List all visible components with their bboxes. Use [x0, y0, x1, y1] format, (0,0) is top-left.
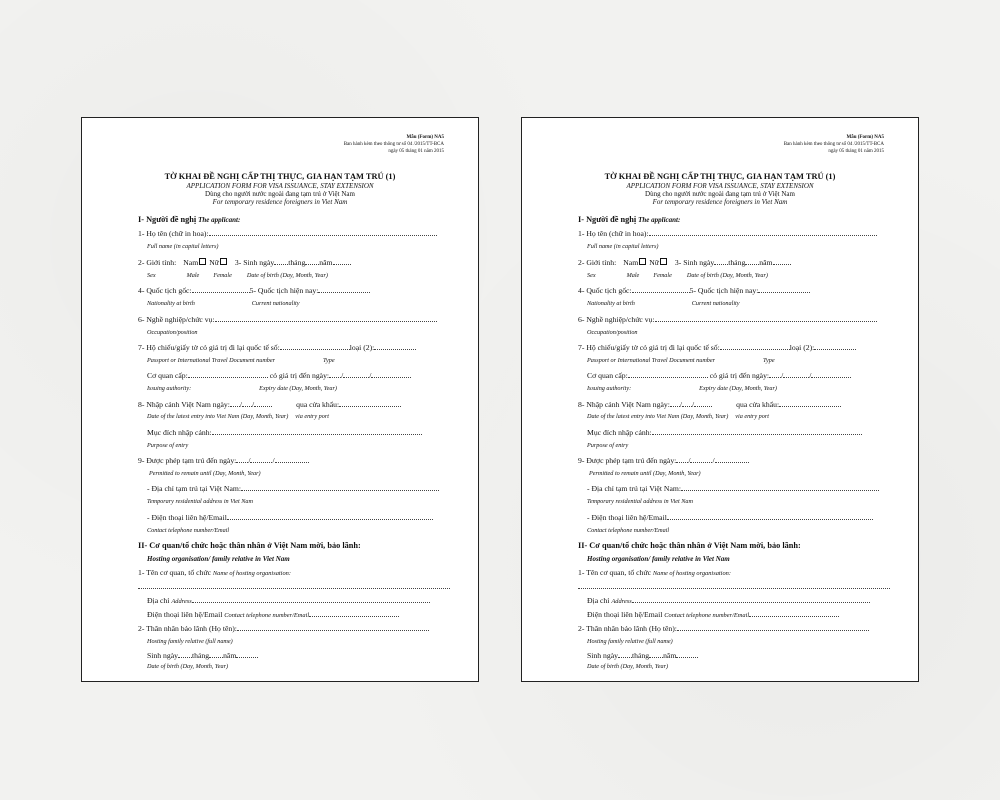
form-issued-line-2: ngày 05 tháng 01 năm 2015 [388, 149, 444, 154]
contact-field[interactable]: - Điện thoại liên hệ/Email [578, 511, 894, 525]
passport-label-en: Passport or International Travel Document number Type [147, 356, 335, 364]
female-checkbox[interactable] [220, 258, 227, 265]
sex-dob-field[interactable]: 2- Giới tính: Nam Nữ 3- Sinh ngày tháng năm [578, 256, 894, 270]
male-checkbox[interactable] [639, 258, 646, 265]
sex-dob-field[interactable]: 2- Giới tính: Nam Nữ 3- Sinh ngày tháng năm [138, 256, 454, 270]
host-relative-field[interactable]: 2- Thân nhân bảo lãnh (Họ tên): [578, 622, 894, 636]
temp-address-label-en: Temporary residential address in Viet Nam [587, 498, 693, 505]
form-scope-en: For temporary residence foreigners in Viet Nam [652, 198, 788, 206]
issuing-authority-field[interactable]: Cơ quan cấp: có giá trị đến ngày: / / [138, 369, 454, 383]
host-relative-dob-label-en: Date of birth (Day, Month, Year) [587, 663, 669, 670]
form-titles [82, 172, 478, 206]
host-relative-label-en: Hosting family relative (full name) [587, 637, 673, 645]
form-title-vn: TỜ KHAI ĐỀ NGHỊ CẤP THỊ THỰC, GIA HẠN TẠM TRÚ (1) [164, 172, 396, 181]
host-org-field[interactable]: 1- Tên cơ quan, tổ chức Name of hosting organisation: [578, 567, 731, 577]
temp-address-label-en: Temporary residential address in Viet Nam [147, 498, 253, 505]
occupation-label-en: Occupation/position [147, 328, 198, 336]
form-titles [522, 172, 918, 206]
passport-field[interactable]: 7- Hộ chiếu/giấy tờ có giá trị đi lại quốc tế số: loại (2): [138, 341, 454, 355]
occupation-field[interactable]: 6- Nghề nghiệp/chức vụ: [578, 313, 894, 327]
host-relative-dob-label-en: Date of birth (Day, Month, Year) [147, 663, 229, 670]
contact-label-en: Contact telephone number/Email [147, 526, 230, 534]
purpose-field[interactable]: Mục đích nhập cảnh: [578, 426, 894, 440]
occupation-label-en: Occupation/position [587, 328, 638, 336]
form-page-right [521, 117, 919, 682]
temp-address-field[interactable]: - Địa chỉ tạm trú tại Việt Nam: [138, 482, 454, 496]
form-title-en: APPLICATION FORM FOR VISA ISSUANCE, STAY EXTENSION [186, 182, 374, 190]
entry-date-field[interactable]: 8- Nhập cảnh Việt Nam ngày: / / qua cửa khẩu: [578, 398, 894, 412]
issuing-authority-label-en: Issuing authority: Expiry date (Day, Month, Year) [587, 385, 777, 392]
female-checkbox[interactable] [660, 258, 667, 265]
contact-field[interactable]: - Điện thoại liên hệ/Email [138, 511, 454, 525]
form-scope-vn: Dùng cho người nước ngoài đang tạm trú ở Việt Nam [205, 190, 355, 198]
section-2-heading-en: Hosting organisation/ family relative in Viet Nam [587, 554, 730, 563]
passport-field[interactable]: 7- Hộ chiếu/giấy tờ có giá trị đi lại quốc tế số: loại (2): [578, 341, 894, 355]
host-address-field[interactable]: Địa chỉ Address [138, 594, 454, 608]
form-code: Mẫu (Form) NA5 [406, 135, 444, 140]
form-issued-line-1: Ban hành kèm theo thông tư số 04 /2015/TT-BCA [783, 142, 884, 147]
section-1-heading: I- Người đề nghị The applicant: [138, 215, 241, 224]
form-title-vn: TỜ KHAI ĐỀ NGHỊ CẤP THỊ THỰC, GIA HẠN TẠM TRÚ (1) [604, 172, 836, 181]
nationality-field[interactable]: 4- Quốc tịch gốc: 5- Quốc tịch hiện nay: [578, 284, 894, 298]
occupation-field[interactable]: 6- Nghề nghiệp/chức vụ: [138, 313, 454, 327]
section-2-heading: II- Cơ quan/tổ chức hoặc thân nhân ở Việt Nam mời, bảo lãnh: [138, 541, 361, 550]
nationality-label-en: Nationality at birth Current nationality [147, 300, 300, 307]
permitted-until-label-en: Permitted to remain until (Day, Month, Year) [149, 469, 261, 477]
full-name-label-en: Full name (in capital letters) [587, 243, 659, 250]
host-relative-label-en: Hosting family relative (full name) [147, 637, 233, 645]
host-relative-dob-field[interactable]: Sinh ngày tháng năm [138, 650, 454, 661]
form-scope-en: For temporary residence foreigners in Viet Nam [212, 198, 348, 206]
purpose-field[interactable]: Mục đích nhập cảnh: [138, 426, 454, 440]
host-org-line[interactable] [578, 580, 894, 594]
male-checkbox[interactable] [199, 258, 206, 265]
form-title-en: APPLICATION FORM FOR VISA ISSUANCE, STAY EXTENSION [626, 182, 814, 190]
host-relative-field[interactable]: 2- Thân nhân bảo lãnh (Họ tên): [138, 622, 454, 636]
form-header-note [344, 134, 444, 155]
nationality-field[interactable]: 4- Quốc tịch gốc: 5- Quốc tịch hiện nay: [138, 284, 454, 298]
temp-address-field[interactable]: - Địa chỉ tạm trú tại Việt Nam: [578, 482, 894, 496]
issuing-authority-label-en: Issuing authority: Expiry date (Day, Month, Year) [147, 385, 337, 392]
form-header-note [784, 134, 884, 155]
entry-date-field[interactable]: 8- Nhập cảnh Việt Nam ngày: / / qua cửa khẩu: [138, 398, 454, 412]
sex-dob-label-en: Sex Male Female Date of birth (Day, Month, Year) [147, 271, 328, 279]
form-issued-line-1: Ban hành kèm theo thông tư số 04 /2015/TT-BCA [343, 142, 444, 147]
section-2-heading: II- Cơ quan/tổ chức hoặc thân nhân ở Việt Nam mời, bảo lãnh: [578, 541, 801, 550]
permitted-until-label-en: Permitted to remain until (Day, Month, Year) [589, 469, 701, 477]
passport-label-en: Passport or International Travel Document number Type [587, 356, 775, 364]
purpose-label-en: Purpose of entry [147, 441, 189, 449]
full-name-field[interactable]: 1- Họ tên (chữ in hoa): [138, 227, 454, 241]
host-org-line[interactable] [138, 580, 454, 594]
entry-date-label-en: Date of the latest entry into Viet Nam (Day, Month, Year) via entry port [147, 413, 329, 420]
nationality-label-en: Nationality at birth Current nationality [587, 300, 740, 307]
host-contact-field[interactable]: Điện thoại liên hệ/Email Contact telephone number/Email [138, 608, 454, 622]
form-body [138, 213, 454, 676]
host-relative-dob-field[interactable]: Sinh ngày tháng năm [578, 650, 894, 661]
full-name-field[interactable]: 1- Họ tên (chữ in hoa): [578, 227, 894, 241]
form-code: Mẫu (Form) NA5 [846, 135, 884, 140]
contact-label-en: Contact telephone number/Email [587, 526, 670, 534]
section-1-heading: I- Người đề nghị The applicant: [578, 215, 681, 224]
host-address-field[interactable]: Địa chỉ Address [578, 594, 894, 608]
full-name-label-en: Full name (in capital letters) [147, 243, 219, 250]
issuing-authority-field[interactable]: Cơ quan cấp: có giá trị đến ngày: / / [578, 369, 894, 383]
sex-dob-label-en: Sex Male Female Date of birth (Day, Month, Year) [587, 271, 768, 279]
host-contact-field[interactable]: Điện thoại liên hệ/Email Contact telephone number/Email [578, 608, 894, 622]
form-page-left [81, 117, 479, 682]
permitted-until-field[interactable]: 9- Được phép tạm trú đến ngày: / / [138, 454, 454, 468]
form-scope-vn: Dùng cho người nước ngoài đang tạm trú ở Việt Nam [645, 190, 795, 198]
permitted-until-field[interactable]: 9- Được phép tạm trú đến ngày: / / [578, 454, 894, 468]
host-org-field[interactable]: 1- Tên cơ quan, tổ chức Name of hosting organisation: [138, 567, 291, 577]
form-body [578, 213, 894, 676]
form-issued-line-2: ngày 05 tháng 01 năm 2015 [828, 149, 884, 154]
section-2-heading-en: Hosting organisation/ family relative in Viet Nam [147, 554, 290, 563]
purpose-label-en: Purpose of entry [587, 441, 629, 449]
entry-date-label-en: Date of the latest entry into Viet Nam (Day, Month, Year) via entry port [587, 413, 769, 420]
